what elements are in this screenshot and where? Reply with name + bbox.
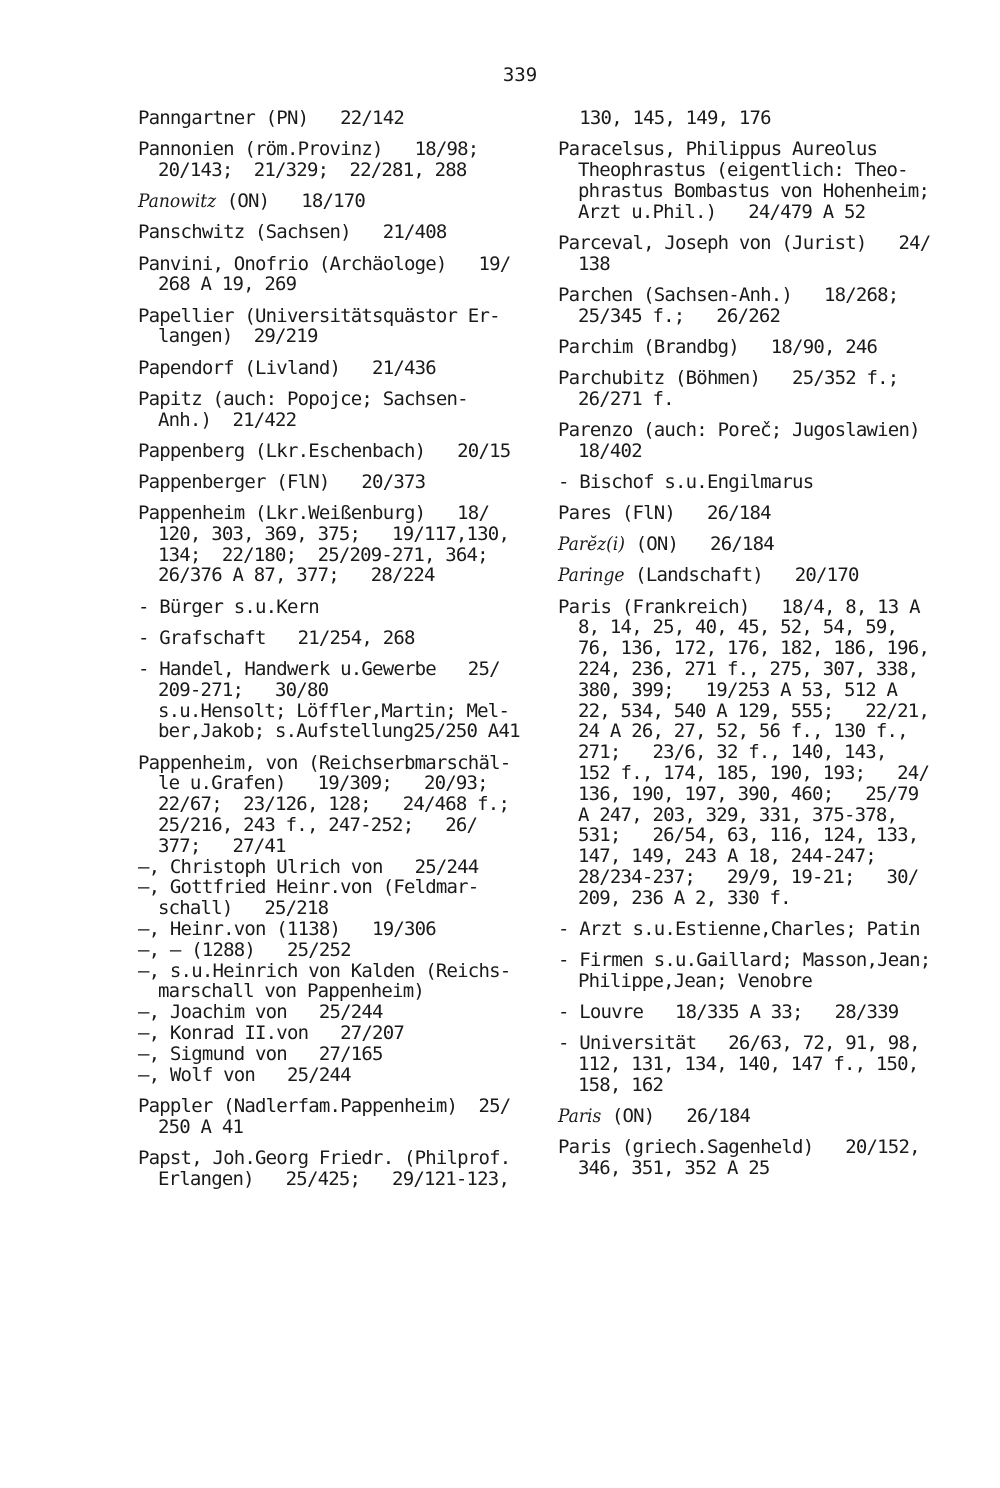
index-entry-line (138, 139, 518, 160)
index-entry (138, 1065, 518, 1086)
index-entry (558, 233, 938, 275)
entry-text: 268 A 19, 269 (158, 273, 297, 296)
entry-text: —, — (1288) 25/252 (138, 938, 351, 961)
index-entry (138, 1002, 518, 1023)
entry-text: Theophrastus (eigentlich: Theo- (578, 158, 908, 181)
entry-text: 138 (578, 252, 610, 275)
index-entry (558, 285, 938, 327)
index-entry-line (558, 389, 938, 410)
index-entry (558, 503, 938, 524)
entry-text: Papendorf (Livland) 21/436 (138, 356, 436, 379)
entry-text: - Arzt s.u.Estienne,Charles; Patin (558, 917, 920, 940)
place-name-italic: Panowitz (138, 190, 217, 213)
index-entry (558, 565, 938, 586)
index-entry (558, 368, 938, 410)
entry-text: Panngartner (PN) 22/142 (138, 107, 404, 129)
entry-text: 152 f., 174, 185, 190, 193; 24/ (578, 762, 930, 785)
index-entry-line (138, 794, 518, 815)
index-entry-line (138, 898, 518, 919)
index-entry (558, 139, 938, 222)
index-entry (138, 1148, 518, 1190)
entry-text: Papst, Joh.Georg Friedr. (Philprof. (138, 1146, 511, 1169)
entry-text: Parceval, Joseph von (Jurist) 24/ (558, 231, 931, 254)
entry-text: Papitz (auch: Popojce; Sachsen- (138, 387, 468, 410)
entry-text: Parchim (Brandbg) 18/90, 246 (558, 335, 878, 358)
entry-text: (Landschaft) 20/170 (624, 564, 859, 587)
index-entry-line (558, 867, 938, 888)
entry-text: Pappler (Nadlerfam.Pappenheim) 25/ (138, 1094, 511, 1117)
entry-text: 346, 351, 352 A 25 (578, 1157, 770, 1180)
entry-text: phrastus Bombastus von Hohenheim; (578, 179, 930, 202)
entry-text: Parchen (Sachsen-Anh.) 18/268; (558, 283, 899, 306)
entry-text: - Handel, Handwerk u.Gewerbe 25/ (138, 658, 500, 681)
index-entry-line (138, 410, 518, 431)
index-entry-line (558, 617, 938, 638)
index-entry-line (558, 1137, 938, 1158)
index-entry (138, 389, 518, 431)
entry-text: 25/345 f.; 26/262 (578, 304, 781, 327)
entry-text: le u.Grafen) 19/309; 20/93; (158, 772, 488, 795)
index-entry-line (138, 1096, 518, 1117)
entry-text: 22/67; 23/126, 128; 24/468 f.; (158, 793, 510, 816)
index-entry-line (558, 254, 938, 275)
index-entry (138, 659, 518, 742)
index-entry-line (138, 815, 518, 836)
index-entry-line (558, 306, 938, 327)
entry-text: —, Konrad II.von 27/207 (138, 1021, 404, 1044)
index-entry-line (558, 441, 938, 462)
entry-text: Pappenheim, von (Reichserbmarschäl- (138, 751, 511, 774)
entry-text: langen) 29/219 (158, 325, 318, 348)
index-entry (138, 877, 518, 919)
entry-text: s.u.Hensolt; Löffler,Martin; Mel- (158, 699, 510, 722)
index-entry (558, 108, 938, 129)
index-entry-line (138, 721, 518, 742)
entry-text: —, Joachim von 25/244 (138, 1001, 383, 1024)
entry-text: - Bischof s.u.Engilmarus (558, 470, 814, 493)
index-entry-line (138, 441, 518, 462)
entry-text: 112, 131, 134, 140, 147 f., 150, (578, 1053, 919, 1076)
index-entry-line (558, 108, 938, 129)
index-entry (138, 254, 518, 296)
index-entry (138, 222, 518, 243)
index-entry-line (558, 742, 938, 763)
index-entry-line (558, 763, 938, 784)
index-entry (558, 1106, 938, 1127)
index-entry-line (558, 420, 938, 441)
index-entry-line (138, 1023, 518, 1044)
entry-text: 136, 190, 197, 390, 460; 25/79 (578, 782, 919, 805)
index-entry-line (138, 659, 518, 680)
index-entry (138, 857, 518, 878)
index-entry (558, 472, 938, 493)
entry-text: Arzt u.Phil.) 24/479 A 52 (578, 200, 866, 223)
index-entry-line (138, 940, 518, 961)
index-entry (138, 306, 518, 348)
index-entry-line (558, 846, 938, 867)
entry-text: —, s.u.Heinrich von Kalden (Reichs- (138, 959, 511, 982)
entry-text: Paris (Frankreich) 18/4, 8, 13 A (558, 595, 920, 618)
index-entry-line (558, 950, 938, 971)
index-entry-line (558, 638, 938, 659)
entry-text: 28/234-237; 29/9, 19-21; 30/ (578, 866, 919, 888)
index-entry-line (558, 784, 938, 805)
index-entry-line (138, 274, 518, 295)
index-entry-line (138, 191, 518, 212)
index-entry-line (138, 545, 518, 566)
place-name-italic: Paris (558, 1105, 602, 1128)
index-entry (138, 1044, 518, 1065)
index-entry-line (138, 701, 518, 722)
entry-text: 134; 22/180; 25/209-271, 364; (158, 543, 488, 566)
entry-text: —, Wolf von 25/244 (138, 1063, 351, 1086)
index-entry-line (558, 680, 938, 701)
index-entry (558, 337, 938, 358)
entry-text: 18/402 (578, 439, 642, 462)
index-entry-line (138, 628, 518, 649)
index-entry-line (558, 659, 938, 680)
right-column (558, 108, 938, 1189)
entry-text: Pannonien (röm.Provinz) 18/98; (138, 138, 479, 161)
entry-text: Parchubitz (Böhmen) 25/352 f.; (558, 366, 899, 389)
index-entry-line (558, 202, 938, 223)
index-entry-line (138, 472, 518, 493)
index-entry-line (138, 524, 518, 545)
index-entry-line (138, 753, 518, 774)
entry-text: 271; 23/6, 32 f., 140, 143, (578, 741, 887, 764)
entry-text: (ON) 26/184 (624, 533, 774, 556)
entry-text: Parenzo (auch: Poreč; Jugoslawien) (558, 418, 920, 441)
index-entry (138, 503, 518, 586)
index-entry-line (138, 597, 518, 618)
index-entry (138, 441, 518, 462)
index-entry (138, 358, 518, 379)
entry-text: 26/376 A 87, 377; 28/224 (158, 564, 435, 587)
entry-text: 76, 136, 172, 176, 182, 186, 196, (578, 637, 930, 660)
entry-text: —, Sigmund von 27/165 (138, 1042, 383, 1065)
index-entry-line (558, 139, 938, 160)
index-entry (138, 919, 518, 940)
index-entry-line (558, 181, 938, 202)
entry-text: —, Gottfried Heinr.von (Feldmar- (138, 876, 479, 899)
index-entry (138, 753, 518, 857)
entry-text: 20/143; 21/329; 22/281, 288 (158, 158, 467, 181)
index-entry-line (558, 337, 938, 358)
index-entry (138, 1096, 518, 1138)
index-entry-line (138, 108, 518, 129)
index-entry-line (138, 326, 518, 347)
entry-text: - Bürger s.u.Kern (138, 595, 319, 618)
entry-text: ber,Jakob; s.Aufstellung25/250 A41 (158, 720, 520, 743)
place-name-italic: Paringe (558, 564, 625, 587)
index-entry-line (558, 805, 938, 826)
index-entry-line (138, 254, 518, 275)
index-entry-line (138, 1002, 518, 1023)
entry-text: Erlangen) 25/425; 29/121-123, (158, 1167, 510, 1190)
index-entry-line (558, 160, 938, 181)
index-entry-line (558, 701, 938, 722)
entry-text: Papellier (Universitätsquästor Er- (138, 304, 500, 327)
index-entry-line (138, 358, 518, 379)
index-entry-line (138, 1148, 518, 1169)
entry-text: schall) 25/218 (158, 897, 329, 920)
index-entry-line (138, 961, 518, 982)
entry-text: 120, 303, 369, 375; 19/117,130, (158, 522, 510, 545)
entry-text: 531; 26/54, 63, 116, 124, 133, (578, 824, 919, 847)
index-entry-line (138, 836, 518, 857)
entry-text: A 247, 203, 329, 331, 375-378, (578, 803, 898, 826)
entry-text: —, Christoph Ulrich von 25/244 (138, 855, 479, 878)
entry-text: 224, 236, 271 f., 275, 307, 338, (578, 658, 919, 681)
left-column (138, 108, 518, 1200)
entry-text: - Firmen s.u.Gaillard; Masson,Jean; (558, 949, 931, 972)
index-entry-line (138, 981, 518, 1002)
index-entry-line (138, 222, 518, 243)
index-entry (558, 919, 938, 940)
index-entry (138, 940, 518, 961)
place-name-italic: Parĕz(i) (558, 533, 625, 556)
entry-text: - Grafschaft 21/254, 268 (138, 626, 415, 649)
entry-text: Pares (FlN) 26/184 (558, 502, 771, 525)
entry-text: Anh.) 21/422 (158, 408, 297, 431)
entry-text: 209-271; 30/80 (158, 678, 329, 701)
entry-text: —, Heinr.von (1138) 19/306 (138, 917, 436, 940)
entry-text: 22, 534, 540 A 129, 555; 22/21, (578, 699, 930, 722)
index-entry-line (138, 160, 518, 181)
entry-text: 130, 145, 149, 176 (558, 107, 771, 129)
index-entry-line (558, 1106, 938, 1127)
index-entry (138, 1023, 518, 1044)
entry-text: Paris (griech.Sagenheld) 20/152, (558, 1136, 920, 1159)
index-entry-line (138, 773, 518, 794)
index-entry-line (138, 680, 518, 701)
entry-text: 250 A 41 (158, 1115, 244, 1138)
entry-text: Panvini, Onofrio (Archäologe) 19/ (138, 252, 511, 275)
index-entry-line (558, 565, 938, 586)
index-entry-line (558, 472, 938, 493)
entry-text: Philippe,Jean; Venobre (578, 969, 813, 992)
index-entry (138, 472, 518, 493)
entry-text: 24 A 26, 27, 52, 56 f., 130 f., (578, 720, 908, 743)
index-entry-line (138, 919, 518, 940)
entry-text: Paracelsus, Philippus Aureolus (558, 138, 878, 161)
index-entry-line (558, 721, 938, 742)
entry-text: 158, 162 (578, 1073, 664, 1096)
index-entry-line (558, 534, 938, 555)
entry-text: - Universität 26/63, 72, 91, 98, (558, 1032, 920, 1055)
index-entry-line (558, 368, 938, 389)
index-entry-line (558, 1054, 938, 1075)
index-entry-line (558, 919, 938, 940)
index-entry-line (558, 825, 938, 846)
entry-text: 377; 27/41 (158, 834, 286, 857)
entry-text: Pappenheim (Lkr.Weißenburg) 18/ (138, 502, 490, 525)
index-entry (138, 139, 518, 181)
index-entry (138, 628, 518, 649)
index-entry-line (558, 971, 938, 992)
index-entry (558, 1137, 938, 1179)
entry-text: Pappenberg (Lkr.Eschenbach) 20/15 (138, 439, 511, 462)
index-entry-line (558, 233, 938, 254)
index-entry-line (138, 503, 518, 524)
entry-text: 147, 149, 243 A 18, 244-247; (578, 845, 876, 868)
index-entry-line (138, 1044, 518, 1065)
index-entry (558, 1002, 938, 1023)
entry-text: 209, 236 A 2, 330 f. (578, 886, 791, 909)
index-entry (138, 108, 518, 129)
index-entry-line (138, 1169, 518, 1190)
entry-text: Pappenberger (FlN) 20/373 (138, 470, 426, 493)
index-entry (558, 597, 938, 909)
index-entry (558, 534, 938, 555)
index-entry-line (138, 306, 518, 327)
index-entry-line (558, 503, 938, 524)
index-entry-line (138, 389, 518, 410)
index-entry (558, 1033, 938, 1095)
index-entry-line (138, 1065, 518, 1086)
entry-text: Panschwitz (Sachsen) 21/408 (138, 221, 447, 244)
index-entry-line (558, 1075, 938, 1096)
index-entry (558, 950, 938, 992)
index-entry-line (558, 597, 938, 618)
entry-text: 26/271 f. (578, 387, 674, 410)
index-entry-line (138, 857, 518, 878)
index-entry (138, 597, 518, 618)
index-entry-line (558, 1158, 938, 1179)
index-entry-line (138, 877, 518, 898)
entry-text: 380, 399; 19/253 A 53, 512 A (578, 678, 898, 701)
index-entry-line (558, 1002, 938, 1023)
index-entry-line (558, 1033, 938, 1054)
page-number: 339 (502, 64, 538, 86)
index-entry-line (138, 1117, 518, 1138)
entry-text: - Louvre 18/335 A 33; 28/339 (558, 1001, 899, 1024)
index-entry-line (558, 285, 938, 306)
entry-text: 25/216, 243 f., 247-252; 26/ (158, 813, 478, 836)
entry-text: marschall von Pappenheim) (158, 980, 424, 1003)
entry-text: (ON) 18/170 (216, 190, 366, 213)
index-entry-line (558, 888, 938, 909)
entry-text: (ON) 26/184 (601, 1105, 751, 1128)
index-entry (138, 961, 518, 1003)
index-entry-line (138, 565, 518, 586)
index-entry (138, 191, 518, 212)
index-entry (558, 420, 938, 462)
entry-text: 8, 14, 25, 40, 45, 52, 54, 59, (578, 616, 898, 639)
